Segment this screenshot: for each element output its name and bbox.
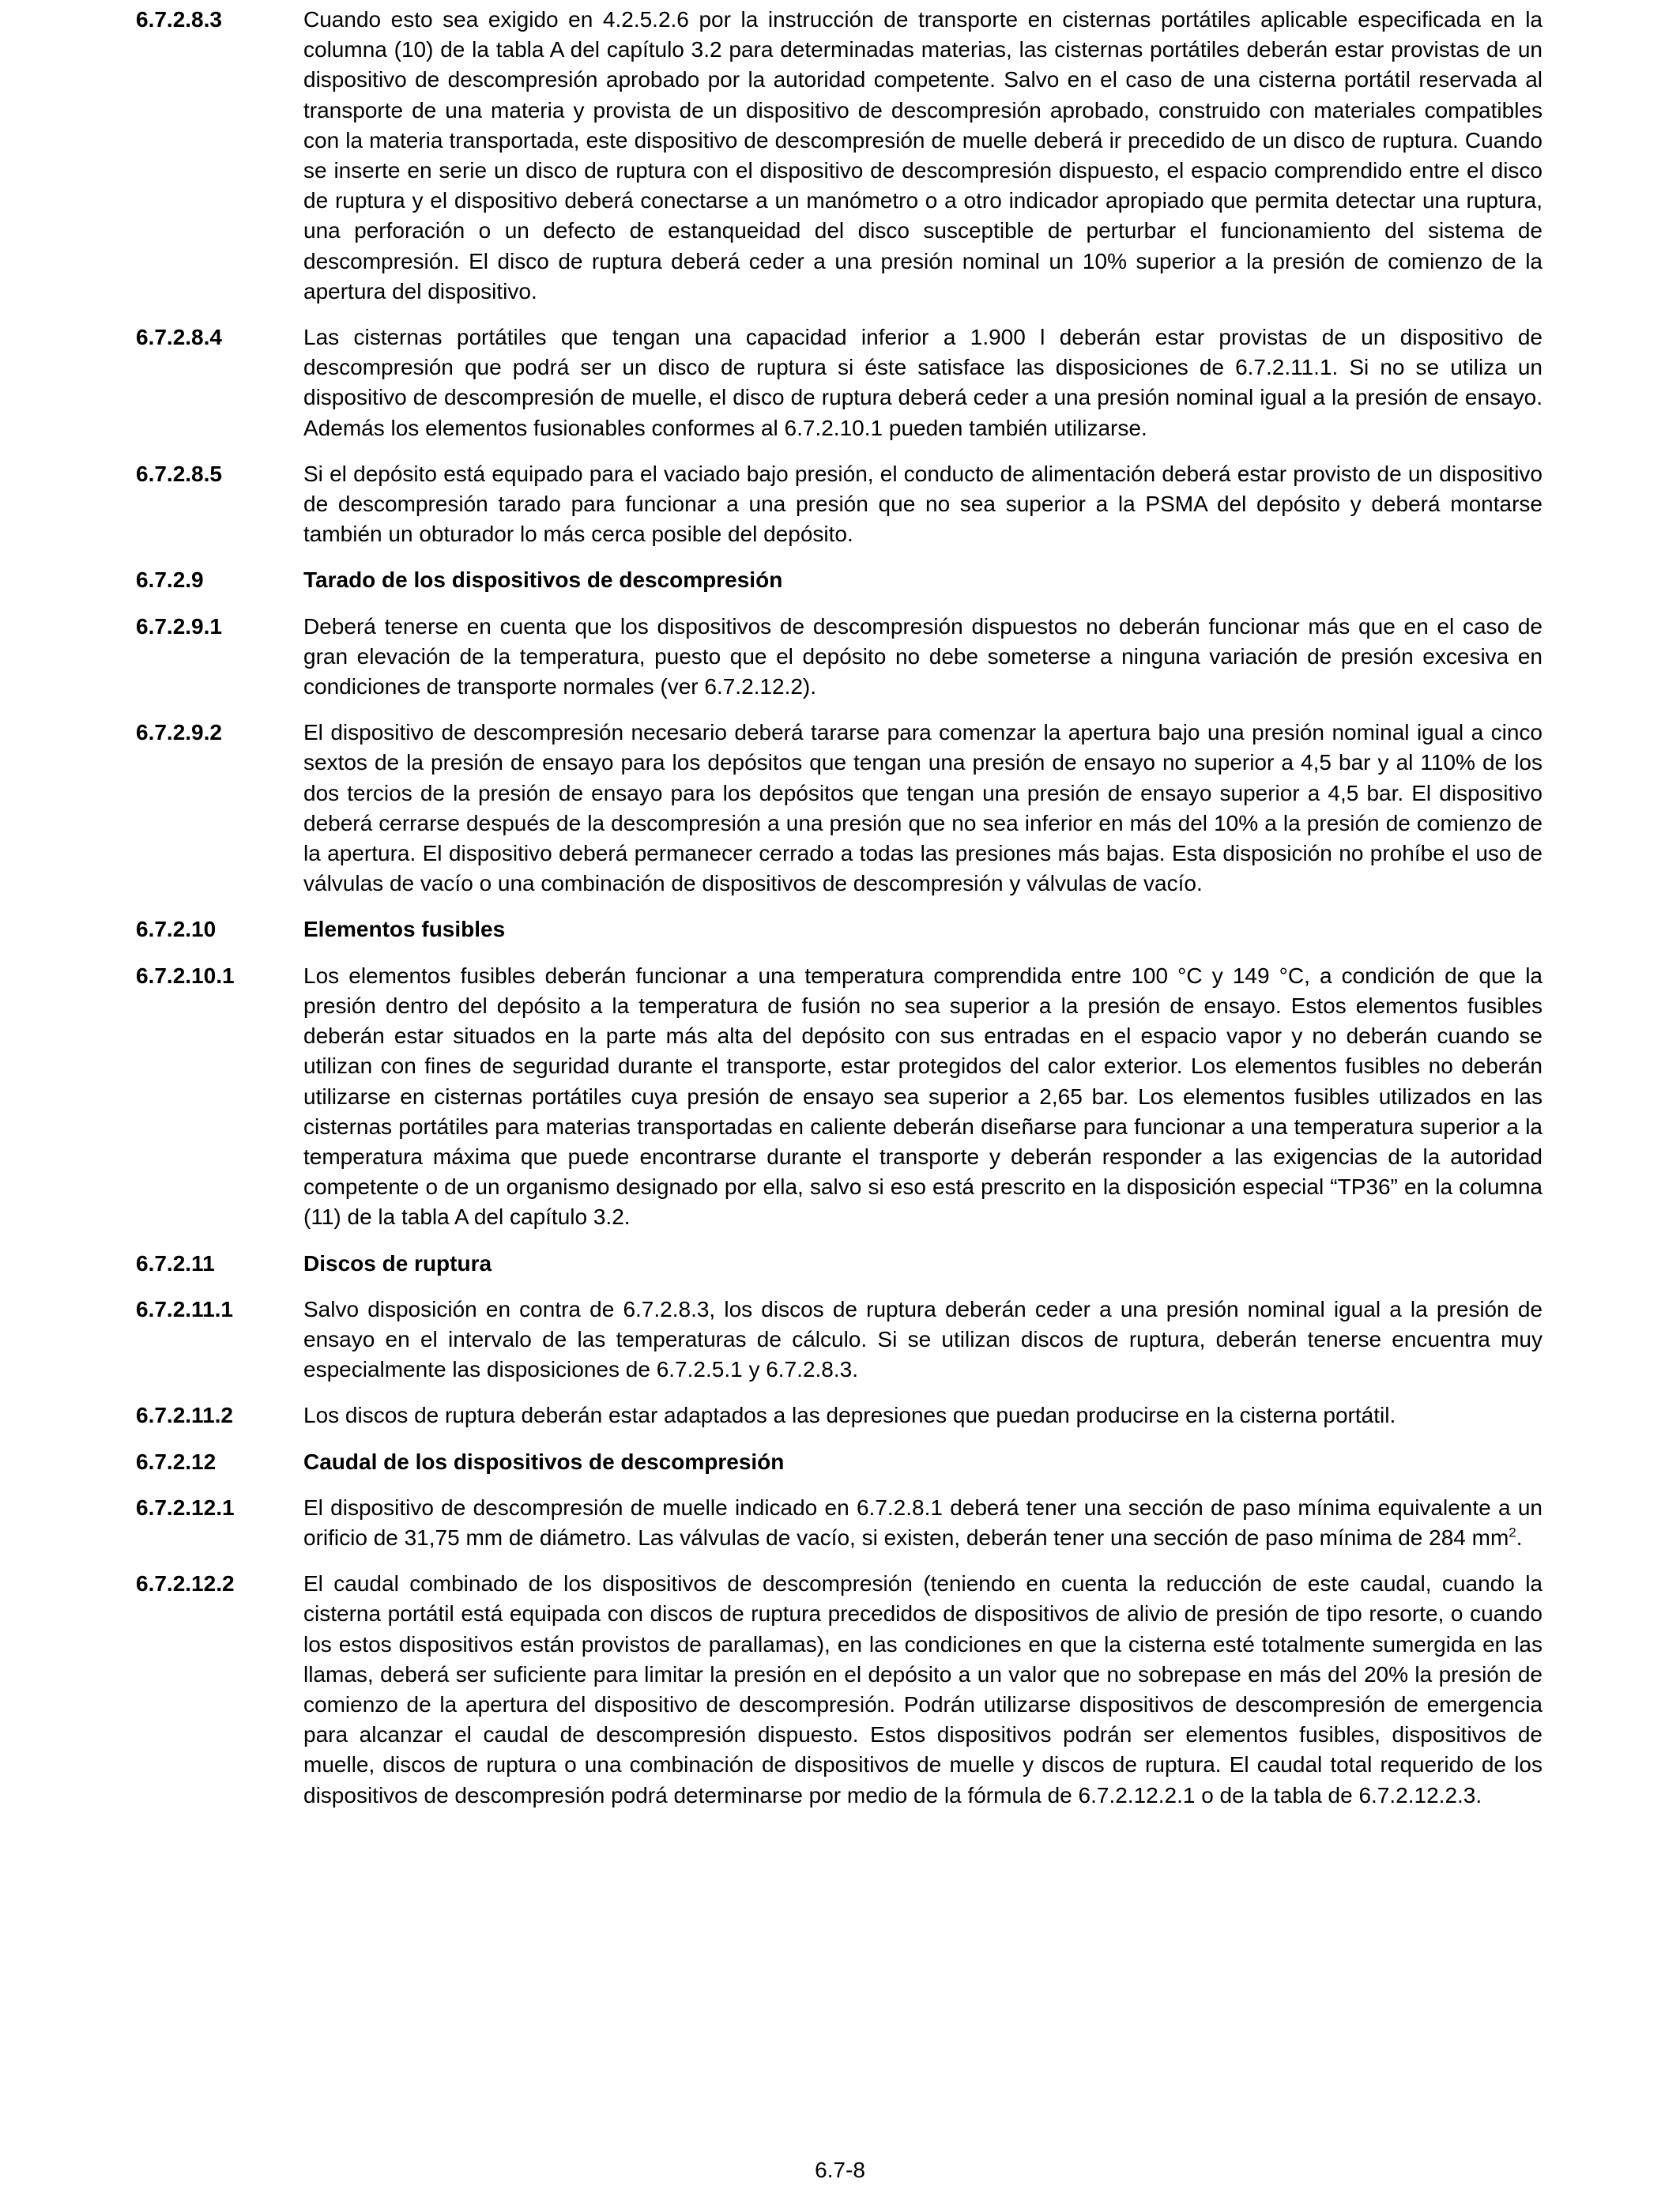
paragraph-text [303,1493,1543,1553]
section-heading-6-7-2-10 [136,914,1543,944]
paragraph-text-end: . [1516,1525,1523,1550]
paragraph-6-7-2-12-2 [136,1569,1543,1811]
paragraph-6-7-2-8-3 [136,5,1543,307]
superscript-2: 2 [1509,1525,1516,1540]
paragraph-number: 6.7.2.10.1 [136,963,235,988]
paragraph-number: 6.7.2.9.2 [136,720,222,745]
section-title: Caudal de los dispositivos de descompresión [303,1449,785,1474]
section-title: Elementos fusibles [303,917,506,942]
paragraph-text: Los discos de ruptura deberán estar adaptados a las depresiones que puedan producirse en la cisterna portátil. [303,1403,1396,1428]
section-number: 6.7.2.11 [136,1250,215,1276]
section-number: 6.7.2.9 [136,567,204,593]
paragraph-text: Los elementos fusibles deberán funcionar a una temperatura comprendida entre 100 °C y 149 °C, a condición de que la presión dentro del depósito a la temperatura de fusión no sea superior a la presión de ensayo. Estos elementos fusibles deberán estar situados en la parte más alta del depósito con sus entradas en el espacio vapor y no deberán cuando se utilizan con fines de seguridad durante el transporte, estar protegidos del calor exterior. Los elementos fusibles no deberán utilizarse en cisternas portátiles cuya presión de ensayo sea superior a 2,65 bar. Los elementos fusibles utilizados en las cisternas portátiles para materias transportadas en caliente deberán diseñarse para funcionar a una temperatura superior a la temperatura máxima que puede encontrarse durante el transporte y deberán responder a las exigencias de la autoridad competente o de un organismo designado por ella, salvo si eso está prescrito en la disposición especial “TP36” en la columna (11) de la tabla A del capítulo 3.2. [303,963,1543,1230]
document-body [136,5,1543,1826]
paragraph-number: 6.7.2.8.4 [136,325,222,350]
page-number: 6.7-8 [815,2158,865,2182]
paragraph-number: 6.7.2.8.3 [136,7,222,32]
paragraph-6-7-2-11-2 [136,1400,1543,1431]
paragraph-text: Salvo disposición en contra de 6.7.2.8.3, los discos de ruptura deberán ceder a una presión nominal igual a la presión de ensayo en el intervalo de las temperaturas de cálculo. Si se utilizan discos de ruptura, deberán tenerse encuentra muy especialmente las disposiciones de 6.7.2.5.1 y 6.7.2.8.3. [303,1296,1543,1382]
paragraph-text: El caudal combinado de los dispositivos de descompresión (teniendo en cuenta la reducción de este caudal, cuando la cisterna portátil está equipada con discos de ruptura precedidos de dispositivos de alivio de presión de tipo resorte, o cuando los estos dispositivos están provistos de parallamas), en las condiciones en que la cisterna esté totalmente sumergida en las llamas, deberá ser suficiente para limitar la presión en el depósito a un valor que no sobrepase en más del 20% la presión de comienzo de la apertura del dispositivo de descompresión. Podrán utilizarse dispositivos de descompresión de emergencia para alcanzar el caudal de descompresión dispuesto. Estos dispositivos podrán ser elementos fusibles, dispositivos de muelle, discos de ruptura o una combinación de dispositivos de muelle y discos de ruptura. El caudal total requerido de los dispositivos de descompresión podrá determinarse por medio de la fórmula de 6.7.2.12.2.1 o de la tabla de 6.7.2.12.2.3. [303,1571,1543,1808]
section-heading-6-7-2-9 [136,565,1543,595]
paragraph-number: 6.7.2.12.1 [136,1495,235,1520]
paragraph-text: Deberá tenerse en cuenta que los dispositivos de descompresión dispuestos no deberán funcionar más que en el caso de gran elevación de la temperatura, puesto que el depósito no debe someterse a ninguna variación de presión excesiva en condiciones de transporte normales (ver 6.7.2.12.2). [303,613,1543,699]
paragraph-6-7-2-9-1 [136,612,1543,703]
section-number: 6.7.2.10 [136,917,217,942]
paragraph-text: Si el depósito está equipado para el vaciado bajo presión, el conducto de alimentación deberá estar provisto de un dispositivo de descompresión tarado para funcionar a una presión que no sea superior a la PSMA del depósito y deberá montarse también un obturador lo más cerca posible del depósito. [303,461,1543,547]
paragraph-number: 6.7.2.11.1 [136,1296,234,1321]
section-title: Tarado de los dispositivos de descompresión [303,567,783,593]
section-number: 6.7.2.12 [136,1449,217,1474]
paragraph-number: 6.7.2.9.1 [136,613,222,639]
section-title: Discos de ruptura [303,1250,492,1276]
paragraph-number: 6.7.2.8.5 [136,461,222,486]
paragraph-6-7-2-8-4 [136,322,1543,443]
section-heading-6-7-2-11 [136,1249,1543,1279]
paragraph-text-main: El dispositivo de descompresión de muelle indicado en 6.7.2.8.1 deberá tener una sección de paso mínima equivalente a un orificio de 31,75 mm de diámetro. Las válvulas de vacío, si existen, deberán tener una sección de paso mínima de 284 mm [303,1495,1543,1550]
paragraph-6-7-2-8-5 [136,459,1543,550]
paragraph-6-7-2-10-1 [136,961,1543,1233]
paragraph-text: Las cisternas portátiles que tengan una capacidad inferior a 1.900 l deberán estar provistas de un dispositivo de descompresión que podrá ser un disco de ruptura si éste satisface las disposiciones de 6.7.2.11.1. Si no se utiliza un dispositivo de descompresión de muelle, el disco de ruptura deberá ceder a una presión nominal igual a la presión de ensayo. Además los elementos fusionables conformes al 6.7.2.10.1 pueden también utilizarse. [303,325,1543,440]
paragraph-6-7-2-11-1 [136,1295,1543,1385]
paragraph-text: Cuando esto sea exigido en 4.2.5.2.6 por la instrucción de transporte en cisternas portátiles aplicable especificada en la columna (10) de la tabla A del capítulo 3.2 para determinadas materias, las cisternas portátiles deberán estar provistas de un dispositivo de descompresión aprobado por la autoridad competente. Salvo en el caso de una cisterna portátil reservada al transporte de una materia y provista de un dispositivo de descompresión aprobado, construido con materiales compatibles con la materia transportada, este dispositivo de descompresión de muelle deberá ir precedido de un disco de ruptura. Cuando se inserte en serie un disco de ruptura con el dispositivo de descompresión dispuesto, el espacio comprendido entre el disco de ruptura y el dispositivo deberá conectarse a un manómetro o a otro indicador apropiado que permita detectar una ruptura, una perforación o un defecto de estanqueidad del disco susceptible de perturbar el funcionamiento del sistema de descompresión. El disco de ruptura deberá ceder a una presión nominal un 10% superior a la presión de comienzo de la apertura del dispositivo. [303,7,1543,303]
paragraph-6-7-2-12-1 [136,1493,1543,1553]
section-heading-6-7-2-12 [136,1447,1543,1477]
paragraph-6-7-2-9-2 [136,718,1543,899]
paragraph-text: El dispositivo de descompresión necesario deberá tararse para comenzar la apertura bajo una presión nominal igual a cinco sextos de la presión de ensayo para los depósitos que tengan una presión de ensayo no superior a 4,5 bar y al 110% de los dos tercios de la presión de ensayo para los depósitos que tengan una presión de ensayo superior a 4,5 bar. El dispositivo deberá cerrarse después de la descompresión a una presión que no sea inferior en más del 10% a la presión de comienzo de la apertura. El dispositivo deberá permanecer cerrado a todas las presiones más bajas. Esta disposición no prohíbe el uso de válvulas de vacío o una combinación de dispositivos de descompresión y válvulas de vacío. [303,720,1543,896]
paragraph-number: 6.7.2.11.2 [136,1403,234,1428]
paragraph-number: 6.7.2.12.2 [136,1571,235,1596]
